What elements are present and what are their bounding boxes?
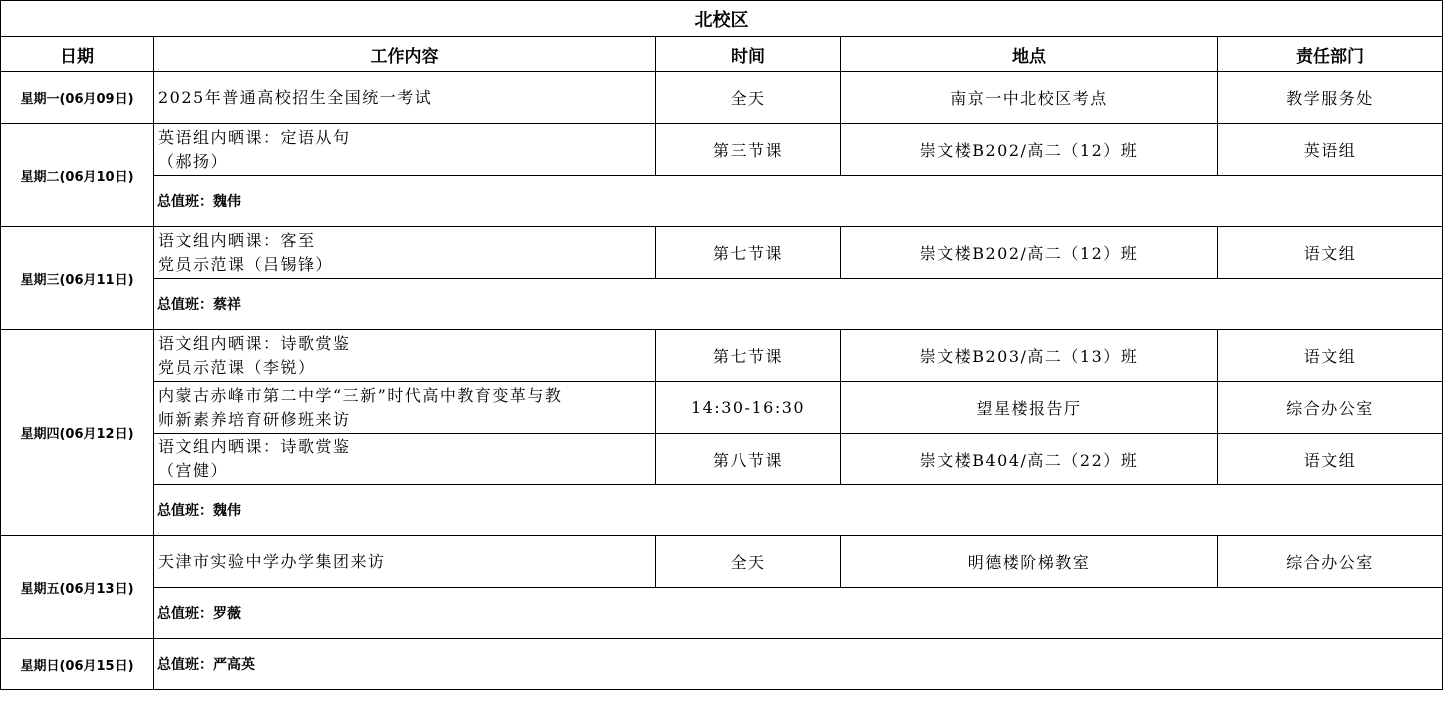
date-cell: 星期日(06月15日) <box>1 639 154 690</box>
duty-cell <box>154 639 1443 690</box>
date-cell: 星期二(06月10日) <box>1 124 154 227</box>
event-place: 崇文楼B404/高二（22）班 <box>841 434 1218 485</box>
event-content <box>154 227 656 279</box>
duty-label: 总值班： <box>157 606 213 622</box>
event-content-line: 语文组内晒课：诗歌赏鉴 <box>158 437 351 456</box>
duty-label: 总值班： <box>157 297 213 313</box>
header-date: 日期 <box>1 37 154 72</box>
event-dept: 综合办公室 <box>1218 382 1443 434</box>
event-content <box>154 434 656 485</box>
event-time: 14:30-16:30 <box>656 382 841 434</box>
event-content-line: 党员示范课（李锐） <box>158 357 316 377</box>
event-content-line: 师新素养培育研修班来访 <box>158 409 351 429</box>
event-content <box>154 330 656 382</box>
event-content-line: 语文组内晒课：诗歌赏鉴 <box>158 333 351 353</box>
duty-row <box>1 485 1443 536</box>
duty-name: 罗薇 <box>213 606 241 622</box>
event-content-line: 英语组内晒课：定语从句 <box>158 127 351 147</box>
event-dept: 语文组 <box>1218 330 1443 382</box>
event-time: 全天 <box>656 72 841 124</box>
event-place: 崇文楼B203/高二（13）班 <box>841 330 1218 382</box>
event-place: 望星楼报告厅 <box>841 382 1218 434</box>
title-row <box>1 1 1443 37</box>
header-dept: 责任部门 <box>1218 37 1443 72</box>
duty-name: 魏伟 <box>213 194 241 210</box>
duty-row <box>1 279 1443 330</box>
event-content-line: 党员示范课（吕锡锋） <box>158 254 334 274</box>
event-content-line: 2025年普通高校招生全国统一考试 <box>158 87 433 107</box>
event-content <box>154 124 656 176</box>
table-row <box>1 124 1443 176</box>
table-row <box>1 72 1443 124</box>
event-dept: 教学服务处 <box>1218 72 1443 124</box>
event-content <box>154 536 656 588</box>
duty-name: 蔡祥 <box>213 297 241 313</box>
event-content-line: 内蒙古赤峰市第二中学“三新”时代高中教育变革与教 <box>158 385 563 405</box>
event-content-line: 语文组内晒课：客至 <box>158 230 316 250</box>
event-content <box>154 382 656 434</box>
table-row <box>1 227 1443 279</box>
event-time: 第八节课 <box>656 434 841 485</box>
event-dept: 语文组 <box>1218 227 1443 279</box>
campus-title: 北校区 <box>1 1 1443 37</box>
event-dept: 语文组 <box>1218 434 1443 485</box>
duty-row <box>1 176 1443 227</box>
event-dept: 英语组 <box>1218 124 1443 176</box>
event-content-line: 天津市实验中学办学集团来访 <box>158 551 386 571</box>
duty-row <box>1 639 1443 690</box>
duty-name: 严高英 <box>213 657 255 673</box>
duty-cell <box>154 279 1443 330</box>
table-row <box>1 382 1443 434</box>
event-content-line: （郝扬） <box>158 151 229 171</box>
date-cell: 星期一(06月09日) <box>1 72 154 124</box>
header-row <box>1 37 1443 72</box>
table-row <box>1 536 1443 588</box>
duty-cell <box>154 588 1443 639</box>
duty-label: 总值班： <box>157 194 213 210</box>
event-content <box>154 72 656 124</box>
event-time: 第七节课 <box>656 330 841 382</box>
event-place: 崇文楼B202/高二（12）班 <box>841 124 1218 176</box>
header-content: 工作内容 <box>154 37 656 72</box>
header-time: 时间 <box>656 37 841 72</box>
event-place: 明德楼阶梯教室 <box>841 536 1218 588</box>
duty-row <box>1 588 1443 639</box>
table-row <box>1 434 1443 485</box>
duty-cell <box>154 176 1443 227</box>
duty-label: 总值班： <box>157 657 213 673</box>
table-row <box>1 330 1443 382</box>
header-place: 地点 <box>841 37 1218 72</box>
event-time: 第三节课 <box>656 124 841 176</box>
duty-name: 魏伟 <box>213 503 241 519</box>
event-place: 崇文楼B202/高二（12）班 <box>841 227 1218 279</box>
event-content-line: （宫健） <box>158 461 229 480</box>
date-cell: 星期三(06月11日) <box>1 227 154 330</box>
duty-label: 总值班： <box>157 503 213 519</box>
event-time: 第七节课 <box>656 227 841 279</box>
date-cell: 星期五(06月13日) <box>1 536 154 639</box>
event-dept: 综合办公室 <box>1218 536 1443 588</box>
date-cell: 星期四(06月12日) <box>1 330 154 536</box>
duty-cell <box>154 485 1443 536</box>
event-time: 全天 <box>656 536 841 588</box>
event-place: 南京一中北校区考点 <box>841 72 1218 124</box>
